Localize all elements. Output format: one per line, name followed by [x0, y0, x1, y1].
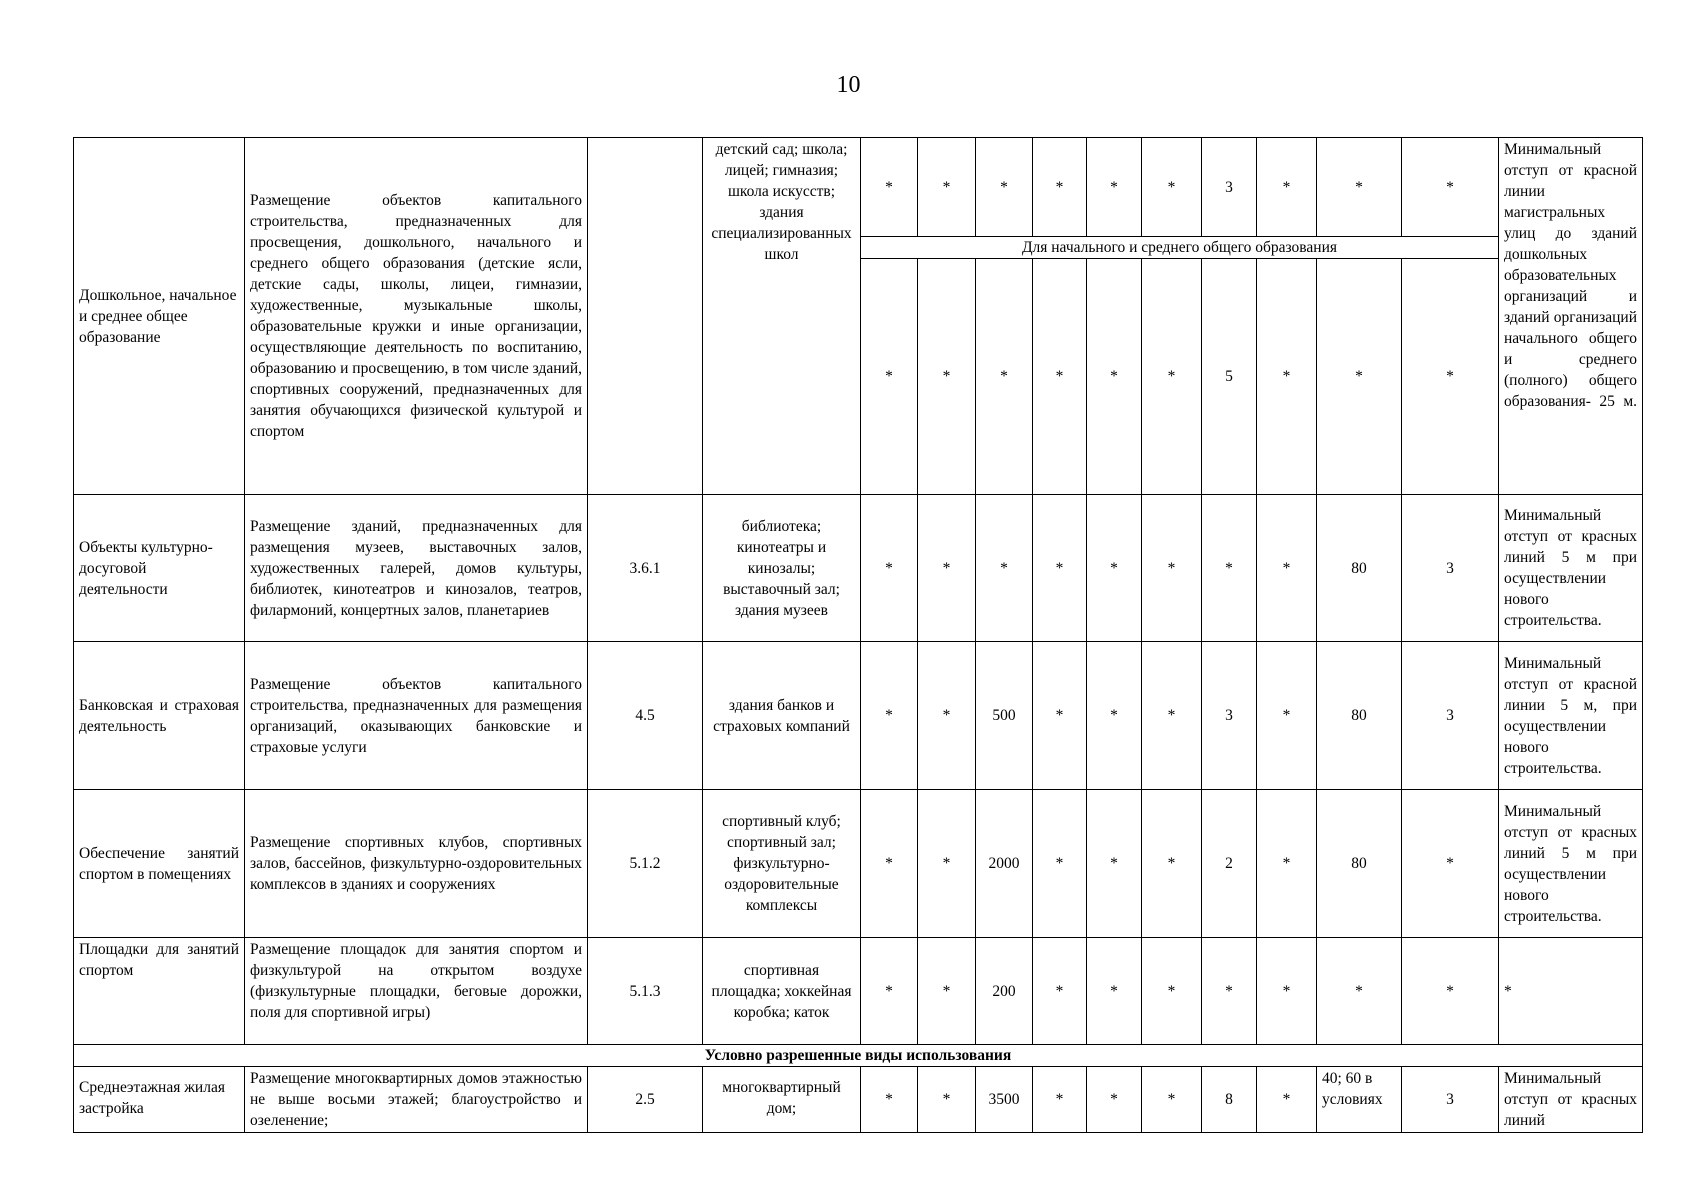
cell-value: * [1033, 495, 1087, 642]
cell-value: * [1257, 938, 1317, 1045]
cell-value: * [1087, 938, 1142, 1045]
cell-value: 3 [1402, 1067, 1499, 1133]
table-row [74, 138, 1643, 237]
row-description: Размещение площадок для занятия спортом и физкультурой на открытом воздухе (физкультурные площадки, беговые дорожки, поля для спортивной игры) [245, 938, 588, 1045]
cell-value: 3 [1202, 138, 1257, 237]
cell-value: * [1202, 495, 1257, 642]
cell-value: * [1402, 938, 1499, 1045]
row-code: 3.6.1 [588, 495, 703, 642]
cell-value: * [861, 1067, 918, 1133]
cell-value: * [1257, 790, 1317, 938]
cell-value: 80 [1317, 495, 1402, 642]
cell-value: * [1087, 495, 1142, 642]
cell-value: * [1033, 259, 1087, 495]
cell-value: * [861, 138, 918, 237]
table-row [74, 642, 1643, 790]
cell-value: * [976, 495, 1033, 642]
subheader: Для начального и среднего общего образования [861, 237, 1499, 259]
table-row [74, 790, 1643, 938]
row-code [588, 138, 703, 495]
cell-value: * [1317, 259, 1402, 495]
cell-value: * [1087, 790, 1142, 938]
row-description: Размещение спортивных клубов, спортивных залов, бассейнов, физкультурно-оздоровительных комплексов в зданиях и сооружениях [245, 790, 588, 938]
cell-value: * [1142, 495, 1202, 642]
table-row [74, 938, 1643, 1045]
row-note: * [1499, 938, 1643, 1045]
row-description: Размещение объектов капитального строительства, предназначенных для размещения организаций, оказывающих банковские и страховые услуги [245, 642, 588, 790]
row-description: Размещение многоквартирных домов этажностью не выше восьми этажей; благоустройство и озеленение; [245, 1067, 588, 1133]
row-code: 2.5 [588, 1067, 703, 1133]
cell-value: * [1257, 495, 1317, 642]
cell-value: * [1033, 1067, 1087, 1133]
cell-value: 80 [1317, 642, 1402, 790]
row-objects: библиотека; кинотеатры и кинозалы; выставочный зал; здания музеев [703, 495, 861, 642]
cell-value: * [1142, 138, 1202, 237]
cell-value: * [976, 138, 1033, 237]
cell-value: * [1033, 138, 1087, 237]
row-name: Площадки для занятий спортом [74, 938, 245, 1045]
cell-value: * [1142, 642, 1202, 790]
cell-value: * [918, 790, 976, 938]
row-name: Среднеэтажная жилая застройка [74, 1067, 245, 1133]
cell-value: * [1317, 138, 1402, 237]
cell-value: * [1402, 790, 1499, 938]
cell-value: 2000 [976, 790, 1033, 938]
cell-value: * [918, 138, 976, 237]
cell-value: * [1402, 138, 1499, 237]
row-code: 5.1.2 [588, 790, 703, 938]
row-note: Минимальный отступ от красной линии магистральных улиц до зданий дошкольных образовательных организаций и зданий организаций начального общего и среднего (полного) общего образования- 25 м. [1499, 138, 1643, 495]
row-name: Дошкольное, начальное и среднее общее образование [74, 138, 245, 495]
row-note: Минимальный отступ от красных линий 5 м при осуществлении нового строительства. [1499, 790, 1643, 938]
row-objects: многоквартирный дом; [703, 1067, 861, 1133]
row-objects: спортивный клуб; спортивный зал; физкультурно-оздоровительные комплексы [703, 790, 861, 938]
cell-value: * [1257, 259, 1317, 495]
row-objects: детский сад; школа; лицей; гимназия; школа искусств; здания специализированных школ [703, 138, 861, 495]
cell-value: * [1257, 642, 1317, 790]
row-code: 4.5 [588, 642, 703, 790]
row-name: Обеспечение занятий спортом в помещениях [74, 790, 245, 938]
cell-value: 200 [976, 938, 1033, 1045]
cell-value: * [861, 790, 918, 938]
table-row [74, 1045, 1643, 1067]
cell-value: * [1257, 138, 1317, 237]
row-note: Минимальный отступ от красных линий 5 м при осуществлении нового строительства. [1499, 495, 1643, 642]
cell-value: 2 [1202, 790, 1257, 938]
cell-value: * [1087, 642, 1142, 790]
cell-value: * [918, 938, 976, 1045]
cell-value: * [976, 259, 1033, 495]
cell-value: * [1317, 938, 1402, 1045]
cell-value: 3 [1402, 642, 1499, 790]
section-title: Условно разрешенные виды использования [74, 1045, 1643, 1067]
cell-value: * [861, 495, 918, 642]
cell-value: * [1142, 259, 1202, 495]
cell-value: * [918, 259, 976, 495]
cell-value: 3 [1202, 642, 1257, 790]
cell-value: * [861, 642, 918, 790]
cell-value: 8 [1202, 1067, 1257, 1133]
cell-value: * [1087, 259, 1142, 495]
cell-value: * [861, 259, 918, 495]
row-name: Объекты культурно-досуговой деятельности [74, 495, 245, 642]
cell-value: * [1033, 642, 1087, 790]
cell-value: 3 [1402, 495, 1499, 642]
cell-value: 40; 60 в условиях [1317, 1067, 1402, 1133]
cell-value: * [1202, 938, 1257, 1045]
cell-value: 80 [1317, 790, 1402, 938]
row-objects: спортивная площадка; хоккейная коробка; каток [703, 938, 861, 1045]
cell-value: 500 [976, 642, 1033, 790]
cell-value: * [1257, 1067, 1317, 1133]
table-row [74, 1067, 1643, 1133]
table-row [74, 495, 1643, 642]
cell-value: * [1142, 790, 1202, 938]
zoning-table [73, 137, 1643, 1133]
row-objects: здания банков и страховых компаний [703, 642, 861, 790]
cell-value: 3500 [976, 1067, 1033, 1133]
cell-value: * [1142, 1067, 1202, 1133]
cell-value: * [861, 938, 918, 1045]
cell-value: * [918, 1067, 976, 1133]
cell-value: * [918, 495, 976, 642]
cell-value: * [918, 642, 976, 790]
row-description: Размещение зданий, предназначенных для размещения музеев, выставочных залов, художественных галерей, домов культуры, библиотек, кинотеатров и кинозалов, театров, филармоний, концертных залов, планетариев [245, 495, 588, 642]
cell-value: 5 [1202, 259, 1257, 495]
row-note: Минимальный отступ от красных линий [1499, 1067, 1643, 1133]
row-note: Минимальный отступ от красной линии 5 м, при осуществлении нового строительства. [1499, 642, 1643, 790]
page-number: 10 [836, 72, 861, 98]
cell-value: * [1142, 938, 1202, 1045]
row-code: 5.1.3 [588, 938, 703, 1045]
cell-value: * [1033, 790, 1087, 938]
row-name: Банковская и страховая деятельность [74, 642, 245, 790]
cell-value: * [1402, 259, 1499, 495]
cell-value: * [1087, 1067, 1142, 1133]
row-description: Размещение объектов капитального строительства, предназначенных для просвещения, дошкольного, начального и среднего общего образования (детские ясли, детские сады, школы, лицеи, гимназии, художественные, музыкальные школы, образовательные кружки и иные организации, осуществляющие деятельность по воспитанию, образованию и просвещению, в том числе зданий, спортивных сооружений, предназначенных для занятия обучающихся физической культурой и спортом [245, 138, 588, 495]
cell-value: * [1087, 138, 1142, 237]
cell-value: * [1033, 938, 1087, 1045]
